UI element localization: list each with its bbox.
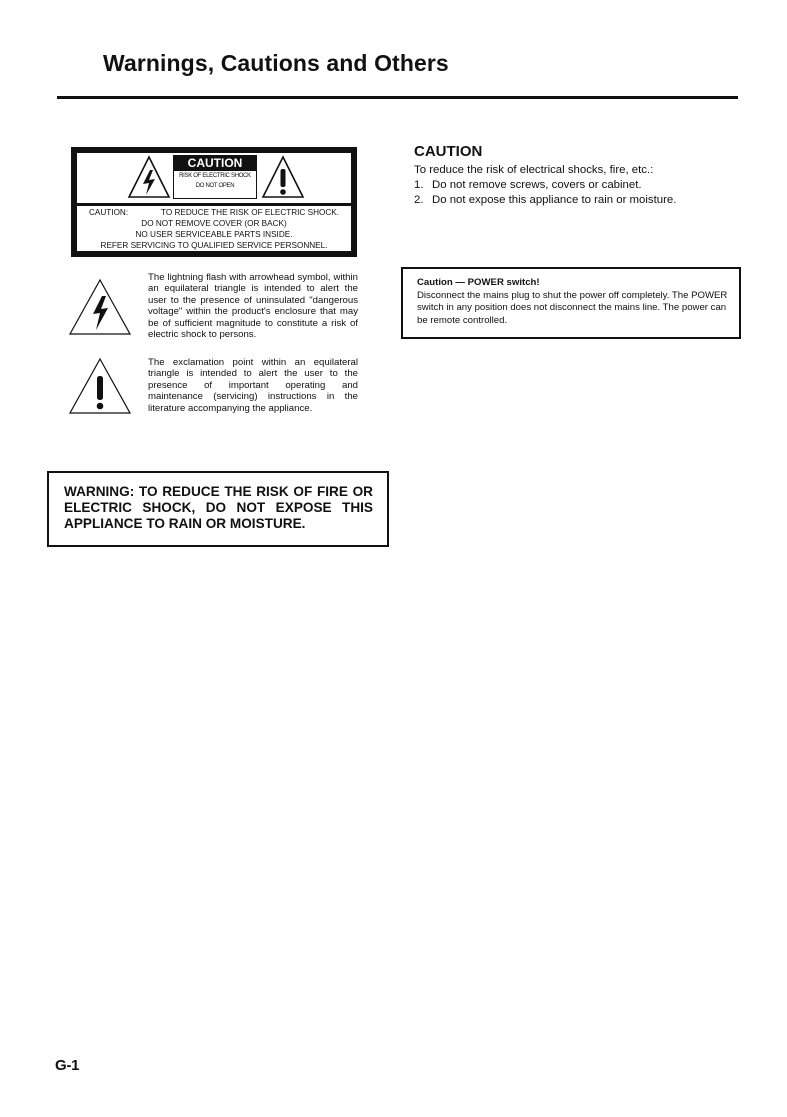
list-item-number: 2. — [414, 194, 424, 206]
lightning-triangle-icon — [68, 278, 132, 336]
caution-label-text — [77, 206, 351, 251]
caution-label — [71, 147, 357, 257]
list-item — [414, 178, 676, 193]
list-item-number: 1. — [414, 179, 424, 191]
electric-shock-warning-icon — [127, 155, 171, 199]
list-item-text: Do not expose this appliance to rain or moisture. — [432, 194, 677, 206]
fire-shock-warning-box — [47, 471, 389, 547]
page-number: G-1 — [55, 1057, 80, 1074]
caution-label-header — [77, 153, 351, 203]
caution-badge-title: CAUTION — [174, 156, 256, 171]
exclamation-symbol-description: The exclamation point within an equilateral triangle is intended to alert the user to the presence of important operating and maintenance (servicing) instructions in the literature accompanying the appliance. — [148, 357, 358, 414]
caution-label-prefix: CAUTION: — [89, 208, 129, 217]
power-caution-body: Disconnect the mains plug to shut the power off completely. The POWER switch in any position does not disconnect the mains line. The power can be remote controlled. — [417, 289, 728, 326]
caution-label-line: NO USER SERVICEABLE PARTS INSIDE. — [135, 230, 293, 239]
caution-badge-line: DO NOT OPEN — [195, 183, 235, 189]
lightning-symbol-description: The lightning flash with arrowhead symbol, within an equilateral triangle is intended to alert the user to the presence of uninsulated "dangerous voltage" within the product's enclosure that may be of sufficient magnitude to constitute a risk of electric shock to persons. — [148, 272, 358, 341]
caution-list — [414, 178, 676, 208]
caution-label-line: DO NOT REMOVE COVER (OR BACK) — [141, 219, 287, 228]
caution-label-line: REFER SERVICING TO QUALIFIED SERVICE PERSONNEL. — [100, 241, 328, 250]
warning-text: WARNING: TO REDUCE THE RISK OF FIRE OR ELECTRIC SHOCK, DO NOT EXPOSE THIS APPLIANCE TO RAIN OR MOISTURE. — [64, 484, 373, 531]
power-caution-title: Caution — POWER switch! — [417, 277, 540, 288]
caution-badge — [173, 155, 257, 199]
page-title: Warnings, Cautions and Others — [103, 50, 449, 76]
title-divider — [57, 96, 738, 99]
list-item-text: Do not remove screws, covers or cabinet. — [432, 179, 642, 191]
caution-label-line: TO REDUCE THE RISK OF ELECTRIC SHOCK. — [160, 208, 339, 217]
exclamation-warning-icon — [261, 155, 305, 199]
caution-heading: CAUTION — [414, 143, 483, 160]
caution-intro: To reduce the risk of electrical shocks, fire, etc.: — [414, 164, 654, 176]
power-switch-caution-box — [401, 267, 741, 339]
caution-badge-line: RISK OF ELECTRIC SHOCK — [179, 173, 251, 179]
list-item — [414, 193, 676, 208]
exclamation-triangle-icon — [68, 357, 132, 415]
